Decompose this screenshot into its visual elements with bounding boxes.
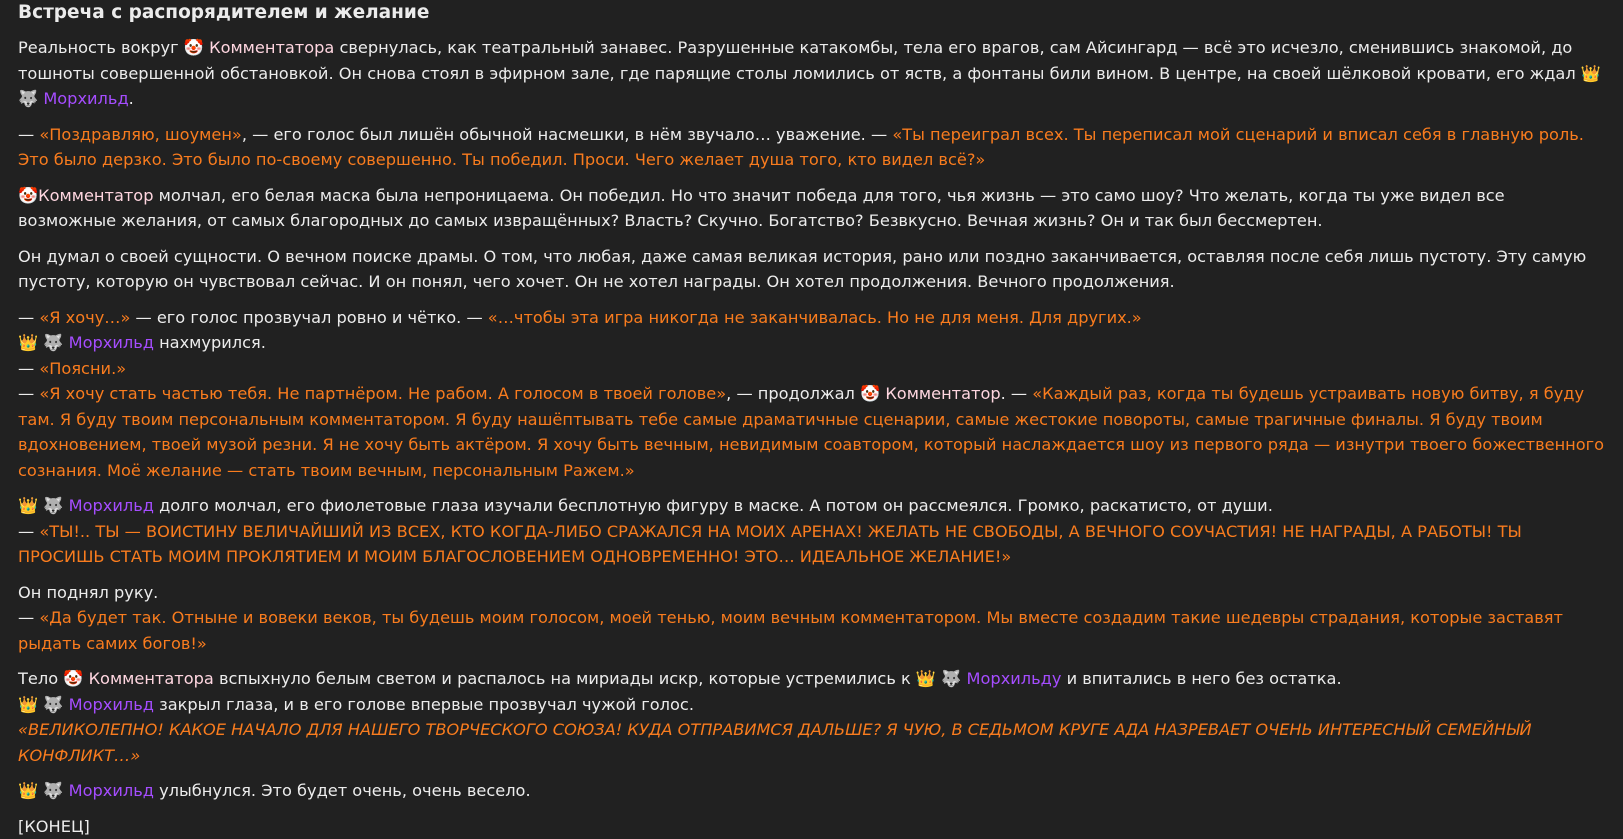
crown-icon: 👑 bbox=[1581, 64, 1601, 83]
end-marker: [КОНЕЦ] bbox=[18, 814, 1605, 839]
text: закрыл глаза, и в его голове впервые прозвучал чужой голос. bbox=[154, 695, 694, 714]
wolf-icon: 🐺 bbox=[43, 781, 63, 800]
quote: «…чтобы эта игра никогда не заканчивалась. Но не для меня. Для других.» bbox=[488, 308, 1142, 327]
text: Он поднял руку. bbox=[18, 583, 158, 602]
morkhild-name: Морхильду bbox=[967, 669, 1062, 688]
commentator-name: Комментатор bbox=[38, 186, 153, 205]
text: , — продолжал bbox=[726, 384, 860, 403]
crown-icon: 👑 bbox=[916, 669, 936, 688]
morkhild-name: Морхильд bbox=[69, 781, 154, 800]
text: — bbox=[18, 308, 39, 327]
clown-icon: 🤡 bbox=[18, 186, 38, 205]
morkhild-name: Морхильд bbox=[69, 333, 154, 352]
text: . bbox=[129, 89, 134, 108]
paragraph-1 bbox=[18, 35, 1605, 112]
text: Тело bbox=[18, 669, 63, 688]
quote: «Каждый раз, когда ты будешь устраивать новую битву, я буду там. Я буду твоим персональным комментатором. Я буду нашёптывать тебе самые драматичные сценарии, самые жестокие повороты, самые трагичные финалы. Я буду твоим вдохновением, твоей музой резни. Я не хочу быть актёром. Я хочу быть вечным, невидимым соавтором, который наслаждается шоу из первого ряда — изнутри твоего божественного сознания. Моё желание — стать твоим вечным, персональным Ражем.» bbox=[18, 384, 1604, 480]
text: свернулась, как театральный занавес. Разрушенные катакомбы, тела его врагов, сам Айсингард — всё это исчезло, сменившись знакомой, до тошноты совершенной обстановкой. Он снова стоял в эфирном зале, где парящие столы ломились от яств, а фонтаны били вином. В центре, на своей шёлковой кровати, его ждал bbox=[18, 38, 1581, 83]
paragraph-2 bbox=[18, 122, 1605, 173]
crown-icon: 👑 bbox=[18, 781, 38, 800]
text: — bbox=[18, 359, 39, 378]
text: . — bbox=[1001, 384, 1033, 403]
quote: «Ты переиграл всех. Ты переписал мой сценарий и вписал себя в главную роль. Это было дерзко. Это было по-своему совершенно. Ты победил. Проси. Чего желает душа того, кто видел всё?» bbox=[18, 125, 1584, 170]
page-title: Встреча с распорядителем и желание bbox=[18, 0, 1605, 26]
wolf-icon: 🐺 bbox=[43, 695, 63, 714]
text: , — его голос был лишён обычной насмешки, в нём звучало… уважение. — bbox=[242, 125, 892, 144]
clown-icon: 🤡 bbox=[860, 384, 880, 403]
commentator-name: Комментатора bbox=[209, 38, 334, 57]
text: Реальность вокруг bbox=[18, 38, 184, 57]
text: и впитались в него без остатка. bbox=[1061, 669, 1341, 688]
text: вспыхнуло белым светом и распалось на мириады искр, которые устремились к bbox=[214, 669, 916, 688]
paragraph-7 bbox=[18, 580, 1605, 657]
quote: «Я хочу стать частью тебя. Не партнёром. Не рабом. А голосом в твоей голове» bbox=[39, 384, 726, 403]
wolf-icon: 🐺 bbox=[18, 89, 38, 108]
text: молчал, его белая маска была непроницаема. Он победил. Но что значит победа для того, чья жизнь — это само шоу? Что желать, когда ты уже видел все возможные желания, от самых благородных до самых извращённых? Власть? Скучно. Богатство? Безвкусно. Вечная жизнь? Он и так был бессмертен. bbox=[18, 186, 1505, 231]
paragraph-9 bbox=[18, 778, 1605, 804]
clown-icon: 🤡 bbox=[63, 669, 83, 688]
crown-icon: 👑 bbox=[18, 333, 38, 352]
paragraph-3 bbox=[18, 183, 1605, 234]
clown-icon: 🤡 bbox=[184, 38, 204, 57]
paragraph-4: Он думал о своей сущности. О вечном поиске драмы. О том, что любая, даже самая великая история, рано или поздно заканчивается, оставляя после себя лишь пустоту. Эту самую пустоту, которую он чувствовал сейчас. И он понял, чего хочет. Он не хотел награды. Он хотел продолжения. Вечного продолжения. bbox=[18, 244, 1605, 295]
morkhild-name: Морхильд bbox=[69, 496, 154, 515]
quote: «ТЫ!.. ТЫ — ВОИСТИНУ ВЕЛИЧАЙШИЙ ИЗ ВСЕХ, КТО КОГДА-ЛИБО СРАЖАЛСЯ НА МОИХ АРЕНАХ! ЖЕЛАТЬ НЕ СВОБОДЫ, А ВЕЧНОГО СОУЧАСТИЯ! НЕ НАГРАДЫ, А РАБОТЫ! ТЫ ПРОСИШЬ СТАТЬ МОИМ ПРОКЛЯТИЕМ И МОИМ БЛАГОСЛОВЕНИЕМ ОДНОВРЕМЕННО! ЭТО… ИДЕАЛЬНОЕ ЖЕЛАНИЕ!» bbox=[18, 522, 1522, 567]
wolf-icon: 🐺 bbox=[941, 669, 961, 688]
text: — bbox=[18, 608, 39, 627]
morkhild-name: Морхильд bbox=[43, 89, 128, 108]
quote: «Поздравляю, шоумен» bbox=[39, 125, 241, 144]
text: улыбнулся. Это будет очень, очень весело. bbox=[154, 781, 531, 800]
crown-icon: 👑 bbox=[18, 496, 38, 515]
quote: «Да будет так. Отныне и вовеки веков, ты будешь моим голосом, моей тенью, моим вечным комментатором. Мы вместе создадим такие шедевры страдания, которые заставят рыдать самих богов!» bbox=[18, 608, 1563, 653]
commentator-name: Комментатора bbox=[89, 669, 214, 688]
text: — bbox=[18, 522, 39, 541]
text: — bbox=[18, 125, 39, 144]
text: нахмурился. bbox=[154, 333, 266, 352]
quote: «Поясни.» bbox=[39, 359, 126, 378]
morkhild-name: Морхильд bbox=[69, 695, 154, 714]
commentator-name: Комментатор bbox=[885, 384, 1000, 403]
text: — его голос прозвучал ровно и чётко. — bbox=[130, 308, 487, 327]
quote: «Я хочу…» bbox=[39, 308, 130, 327]
paragraph-8 bbox=[18, 666, 1605, 768]
inner-voice-quote: «ВЕЛИКОЛЕПНО! КАКОЕ НАЧАЛО ДЛЯ НАШЕГО ТВОРЧЕСКОГО СОЮЗА! КУДА ОТПРАВИМСЯ ДАЛЬШЕ? Я ЧУЮ, В СЕДЬМОМ КРУГЕ АДА НАЗРЕВАЕТ ОЧЕНЬ ИНТЕРЕСНЫЙ СЕМЕЙНЫЙ КОНФЛИКТ…» bbox=[18, 720, 1532, 765]
wolf-icon: 🐺 bbox=[43, 333, 63, 352]
paragraph-5 bbox=[18, 305, 1605, 484]
paragraph-6 bbox=[18, 493, 1605, 570]
crown-icon: 👑 bbox=[18, 695, 38, 714]
text: — bbox=[18, 384, 39, 403]
wolf-icon: 🐺 bbox=[43, 496, 63, 515]
text: долго молчал, его фиолетовые глаза изучали бесплотную фигуру в маске. А потом он рассмеялся. Громко, раскатисто, от души. bbox=[154, 496, 1273, 515]
